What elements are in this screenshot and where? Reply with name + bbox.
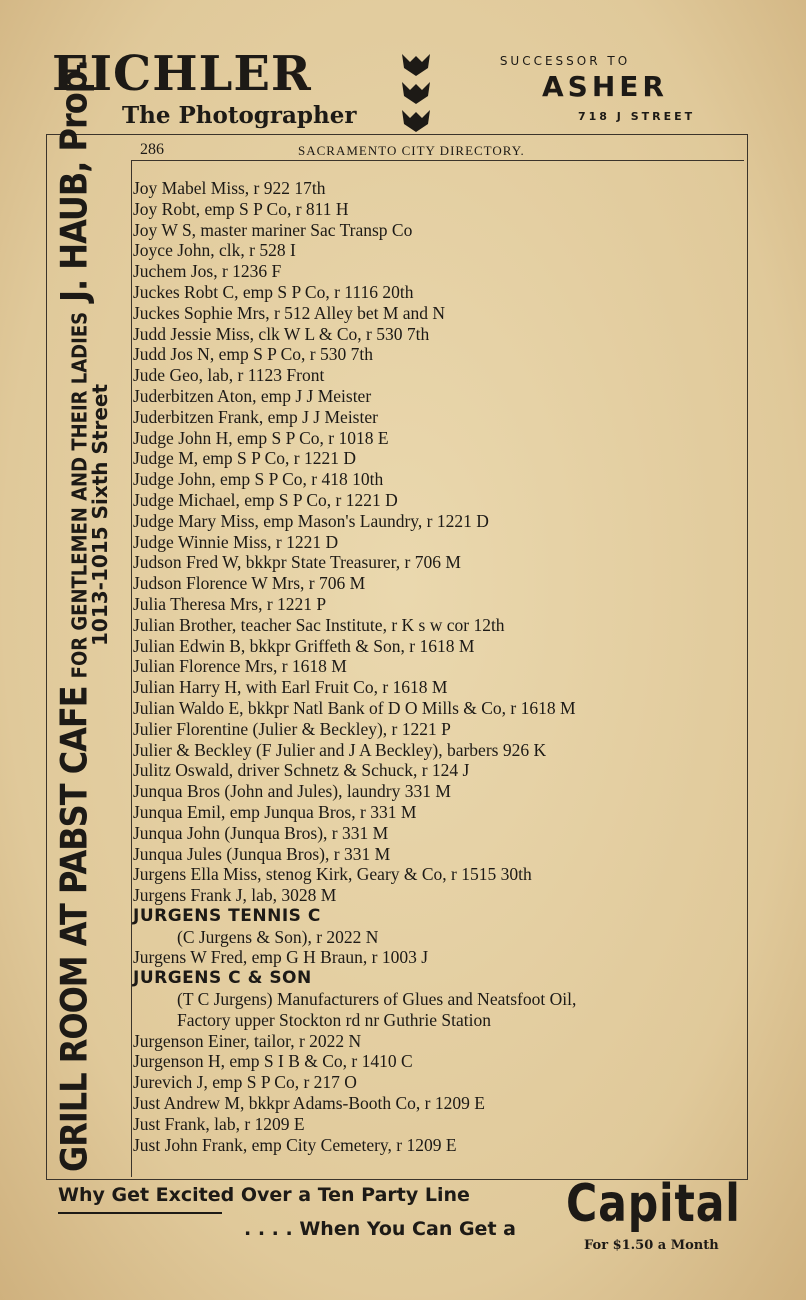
listing-entry: Julier & Beckley (F Julier and J A Beckley), barbers 926 K [133,739,547,760]
listing-entry: Jurgens W Fred, emp G H Braun, r 1003 J [133,947,429,968]
listing-entry: Judge John, emp S P Co, r 418 10th [133,469,384,490]
header-rule [131,160,744,161]
listing-entry: Jurgenson Einer, tailor, r 2022 N [133,1030,362,1051]
directory-listing [133,178,745,1155]
listing-entry: Just Andrew M, bkkpr Adams-Booth Co, r 1209 E [133,1093,485,1114]
listing-entry: Juderbitzen Aton, emp J J Meister [133,385,372,406]
bold-entry-detail: (T C Jurgens) Manufacturers of Glues and Neatsfoot Oil, [177,989,577,1010]
listing-entry: Joy Mabel Miss, r 922 17th [133,178,326,198]
footer-ad-line1: Why Get Excited Over a Ten Party Line [58,1184,470,1206]
listing-entry: Julier Florentine (Julier & Beckley), r 1221 P [133,718,451,739]
listing-entry: Joy Robt, emp S P Co, r 811 H [133,198,349,219]
listing-entry: Juckes Robt C, emp S P Co, r 1116 20th [133,281,414,302]
bold-listing-entry [133,906,745,948]
listing-entry: Julian Waldo E, bkkpr Natl Bank of D O Mills & Co, r 1618 M [133,697,576,718]
ad-studio-name: EICHLER [52,46,312,102]
listing-entry: Just John Frank, emp City Cemetery, r 1209 E [133,1134,457,1155]
sidebar-ad-small: FOR GENTLEMEN AND THEIR LADIES [68,311,93,679]
listing-entry: Julian Harry H, with Earl Fruit Co, r 1618 M [133,677,448,698]
ad-address: 718 J STREET [578,110,696,123]
page-number: 286 [140,141,164,158]
footer-brand: Capital [566,1174,741,1234]
listing-entry: Judson Fred W, bkkpr State Treasurer, r 706 M [133,552,461,573]
ad-successor-label: SUCCESSOR TO [499,54,631,68]
listing-entry: Joyce John, clk, r 528 I [133,240,296,261]
listing-entry: Julitz Oswald, driver Schnetz & Schuck, r 124 J [133,760,470,781]
footer-price: For $1.50 a Month [584,1238,719,1253]
ornament-icon [398,52,434,134]
listing-entry: Junqua Bros (John and Jules), laundry 331 M [133,781,451,802]
bold-entry-name: JURGENS C & SON [133,968,312,989]
listing-entry: Juchem Jos, r 1236 F [133,261,282,282]
listing-entry: Judge Winnie Miss, r 1221 D [133,531,339,552]
ad-predecessor: ASHER [542,70,668,103]
listing-entry: Junqua Jules (Junqua Bros), r 331 M [133,843,391,864]
listing-entry: Jurgens Frank J, lab, 3028 M [133,885,337,906]
listing-entry: Julian Florence Mrs, r 1618 M [133,656,347,677]
listing-entry: Judge M, emp S P Co, r 1221 D [133,448,356,469]
column-divider [131,160,132,1177]
sidebar-ad-main: GRILL ROOM AT PABST CAFE [52,686,96,1172]
bold-entry-detail: Factory upper Stockton rd nr Guthrie Station [177,1009,491,1030]
listing-entry: Joy W S, master mariner Sac Transp Co [133,219,413,240]
running-head: SACRAMENTO CITY DIRECTORY. [298,143,525,158]
listing-entry: Jurgens Ella Miss, stenog Kirk, Geary & Co, r 1515 30th [133,864,532,885]
listing-entry: Juckes Sophie Mrs, r 512 Alley bet M and N [133,302,446,323]
listing-entry: Judd Jessie Miss, clk W L & Co, r 530 7th [133,323,430,344]
listing-entry: Junqua John (Junqua Bros), r 331 M [133,822,389,843]
footer-ad-line2: . . . . When You Can Get a [244,1218,516,1240]
listing-entry: Just Frank, lab, r 1209 E [133,1113,305,1134]
listing-entry: Juderbitzen Frank, emp J J Meister [133,406,378,427]
bold-entry-detail: (C Jurgens & Son), r 2022 N [177,926,379,947]
sidebar-ad-proprietor: J. HAUB, Prop. [52,60,96,302]
listing-entry: Julian Edwin B, bkkpr Griffeth & Son, r 1618 M [133,635,475,656]
listing-entry: Judge John H, emp S P Co, r 1018 E [133,427,389,448]
footer-underline [58,1212,222,1214]
sidebar-ad-address: 1013-1015 Sixth Street [88,383,112,646]
listing-entry: Judd Jos N, emp S P Co, r 530 7th [133,344,374,365]
listing-entry: Jude Geo, lab, r 1123 Front [133,365,325,386]
listing-entry: Judge Michael, emp S P Co, r 1221 D [133,489,398,510]
listing-entry: Julian Brother, teacher Sac Institute, r K s w cor 12th [133,614,505,635]
bold-entry-name: JURGENS TENNIS C [133,905,321,926]
listing-entry: Jurgenson H, emp S I B & Co, r 1410 C [133,1051,413,1072]
bold-listing-entry [133,968,745,1030]
listing-entry: Judge Mary Miss, emp Mason's Laundry, r 1221 D [133,510,489,531]
listing-entry: Junqua Emil, emp Junqua Bros, r 331 M [133,801,417,822]
listing-entry: Jurevich J, emp S P Co, r 217 O [133,1072,357,1093]
ad-tagline: The Photographer [122,102,357,129]
listing-entry: Julia Theresa Mrs, r 1221 P [133,593,327,614]
listing-entry: Judson Florence W Mrs, r 706 M [133,573,366,594]
